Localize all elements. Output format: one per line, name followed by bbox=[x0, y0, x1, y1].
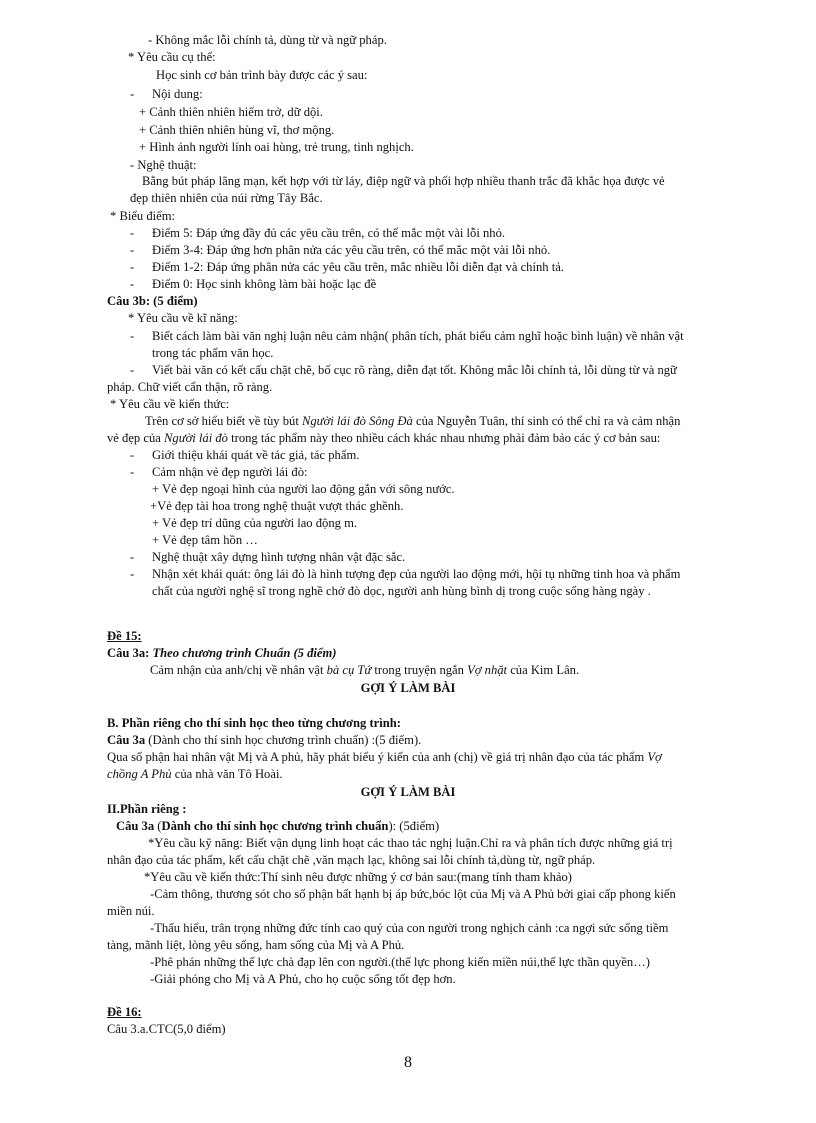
text-line: Nhận xét khái quát: ông lái đò là hình tượng đẹp của người lao động mới, hội tụ những tinh hoa và phẩm bbox=[152, 567, 681, 581]
exam-heading: Đề 15: bbox=[107, 629, 142, 643]
bullet-dash: - bbox=[130, 260, 135, 274]
text-line: Cảm nhận vẻ đẹp người lái đò: bbox=[152, 465, 308, 479]
bullet-dash: - bbox=[130, 87, 135, 101]
text-line: -Phê phán những thế lực chà đạp lên con người.(thế lực phong kiến miền núi,thế lực thần quyền…) bbox=[150, 955, 650, 969]
text-line: * Biểu điểm: bbox=[110, 209, 176, 223]
text-line: Viết bài văn có kết cấu chặt chẽ, bố cục rõ ràng, diễn đạt tốt. Không mắc lỗi chính tả, lỗi dùng từ và ngữ bbox=[152, 363, 677, 377]
text-line: + Vẻ đẹp tâm hồn … bbox=[152, 533, 258, 547]
text-line: + Vẻ đẹp ngoại hình của người lao động gắn với sông nước. bbox=[152, 482, 455, 496]
text-line: Qua số phận hai nhân vật Mị và A phủ, hãy phát biểu ý kiến của anh (chị) về giá trị nhân đạo của tác phẩm Vợ bbox=[107, 750, 662, 764]
text-line: Nghệ thuật xây dựng hình tượng nhân vật đặc sắc. bbox=[152, 550, 406, 564]
text-line: Điểm 3-4: Đáp ứng hơn phân nửa các yêu cầu trên, có thể mắc một vài lỗi nhỏ. bbox=[152, 243, 551, 257]
text-line: -Giải phóng cho Mị và A Phủ, cho họ cuộc sống tốt đẹp hơn. bbox=[150, 972, 456, 986]
text-line: Trên cơ sở hiểu biết về tùy bút Người lái đò Sông Đà của Nguyễn Tuân, thí sinh có thể chỉ ra và cảm nhận bbox=[145, 414, 681, 428]
bullet-dash: - bbox=[130, 448, 135, 462]
bullet-dash: - bbox=[130, 329, 135, 343]
bullet-dash: - bbox=[130, 550, 135, 564]
text-line: tàng, mãnh liệt, lòng yêu sống, ham sống của Mị và A Phủ. bbox=[107, 938, 405, 952]
text-line: Câu 3a: Theo chương trình Chuẩn (5 điểm) bbox=[107, 646, 337, 660]
text-line: Nội dung: bbox=[152, 87, 203, 101]
bullet-dash: - bbox=[130, 277, 135, 291]
text-line: *Yêu cầu kỹ năng: Biết vận dụng linh hoạt các thao tác nghị luận.Chỉ ra và phân tích được những giá trị bbox=[148, 836, 673, 850]
section-heading: II.Phần riêng : bbox=[107, 802, 187, 816]
text-line: Biết cách làm bài văn nghị luận nêu cảm nhận( phân tích, phát biểu cảm nghĩ hoặc bình luận) về nhân vật bbox=[152, 329, 684, 343]
text-line: - Nghệ thuật: bbox=[130, 158, 197, 172]
text-line: Điểm 0: Học sinh không làm bài hoặc lạc đề bbox=[152, 277, 377, 291]
section-heading: Câu 3b: (5 điểm) bbox=[107, 294, 198, 308]
text-line: pháp. Chữ viết cẩn thận, rõ ràng. bbox=[107, 380, 273, 394]
section-title: GỢI Ý LÀM BÀI bbox=[360, 785, 456, 799]
text-line: *Yêu cầu về kiến thức:Thí sinh nêu được những ý cơ bản sau:(mang tính tham khảo) bbox=[144, 870, 572, 884]
text-line: * Yêu cầu về kiến thức: bbox=[110, 397, 230, 411]
text-line: + Vẻ đẹp trí dũng của người lao động m. bbox=[152, 516, 358, 530]
text-line: Điểm 5: Đáp ứng đầy đủ các yêu cầu trên, có thể mắc một vài lỗi nhỏ. bbox=[152, 226, 506, 240]
page-number: 8 bbox=[404, 1054, 412, 1071]
text-line: Điểm 1-2: Đáp ứng phân nửa các yêu cầu trên, mắc nhiều lỗi diễn đạt và chính tả. bbox=[152, 260, 564, 274]
text-line: + Cảnh thiên nhiên hiểm trở, dữ dội. bbox=[139, 105, 323, 119]
text-line: Câu 3a (Dành cho thí sinh học chương trình chuẩn): (5điểm) bbox=[116, 819, 440, 833]
text-line: đẹp thiên nhiên của núi rừng Tây Bắc. bbox=[130, 191, 323, 205]
text-line: Học sinh cơ bản trình bày được các ý sau: bbox=[156, 68, 368, 82]
text-line: chất của người nghệ sĩ trong nghề chở đò dọc, người anh hùng bình dị trong cuộc sống hàng ngày . bbox=[152, 584, 651, 598]
text-line: * Yêu cầu cụ thể: bbox=[128, 50, 216, 64]
bullet-dash: - bbox=[130, 363, 135, 377]
exam-heading: Đề 16: bbox=[107, 1005, 142, 1019]
bullet-dash: - bbox=[130, 465, 135, 479]
text-line: + Hình ảnh người lính oai hùng, trẻ trung, tinh nghịch. bbox=[139, 140, 414, 154]
text-line: + Cảnh thiên nhiên hùng vĩ, thơ mộng. bbox=[139, 123, 335, 137]
text-line: +Vẻ đẹp tài hoa trong nghệ thuật vượt thác ghềnh. bbox=[150, 499, 404, 513]
text-line: vẻ đẹp của Người lái đò trong tác phẩm này theo nhiều cách khác nhau nhưng phải đảm bảo các ý cơ bản sau: bbox=[107, 431, 661, 445]
text-line: Giới thiệu khái quát về tác giả, tác phẩm. bbox=[152, 448, 360, 462]
bullet-dash: - bbox=[130, 226, 135, 240]
text-line: miền núi. bbox=[107, 904, 155, 918]
text-line: -Cảm thông, thương sót cho số phận bất hạnh bị áp bức,bóc lột của Mị và A Phủ bởi giai cấp phong kiến bbox=[150, 887, 676, 901]
bullet-dash: - bbox=[130, 243, 135, 257]
text-line: Bằng bút pháp lãng mạn, kết hợp với từ láy, điệp ngữ và phối hợp nhiều thanh trắc đã khắc họa được vẻ bbox=[142, 174, 665, 188]
text-line: -Thấu hiểu, trân trọng những đức tính cao quý của con người trong nghịch cảnh :ca ngợi sức sống tiềm bbox=[150, 921, 669, 935]
text-line: trong tác phẩm văn học. bbox=[152, 346, 274, 360]
text-line: nhân đạo của tác phẩm, kết cấu chặt chẽ ,văn mạch lạc, không sai lỗi chính tả,dùng từ, ngữ pháp. bbox=[107, 853, 596, 867]
text-line: Cảm nhận của anh/chị về nhân vật bà cụ Tứ trong truyện ngắn Vợ nhặt của Kim Lân. bbox=[150, 663, 580, 677]
bullet-dash: - bbox=[130, 567, 135, 581]
section-title: GỢI Ý LÀM BÀI bbox=[360, 681, 456, 695]
text-line: * Yêu cầu về kĩ năng: bbox=[128, 311, 238, 325]
text-line: Câu 3.a.CTC(5,0 điểm) bbox=[107, 1022, 226, 1036]
section-heading: B. Phần riêng cho thí sinh học theo từng chương trình: bbox=[107, 716, 401, 730]
text-line: chồng A Phủ của nhà văn Tô Hoài. bbox=[107, 767, 283, 781]
text-line: - Không mắc lỗi chính tả, dùng từ và ngữ pháp. bbox=[148, 33, 387, 47]
text-line: Câu 3a (Dành cho thí sinh học chương trình chuẩn) :(5 điểm). bbox=[107, 733, 422, 747]
